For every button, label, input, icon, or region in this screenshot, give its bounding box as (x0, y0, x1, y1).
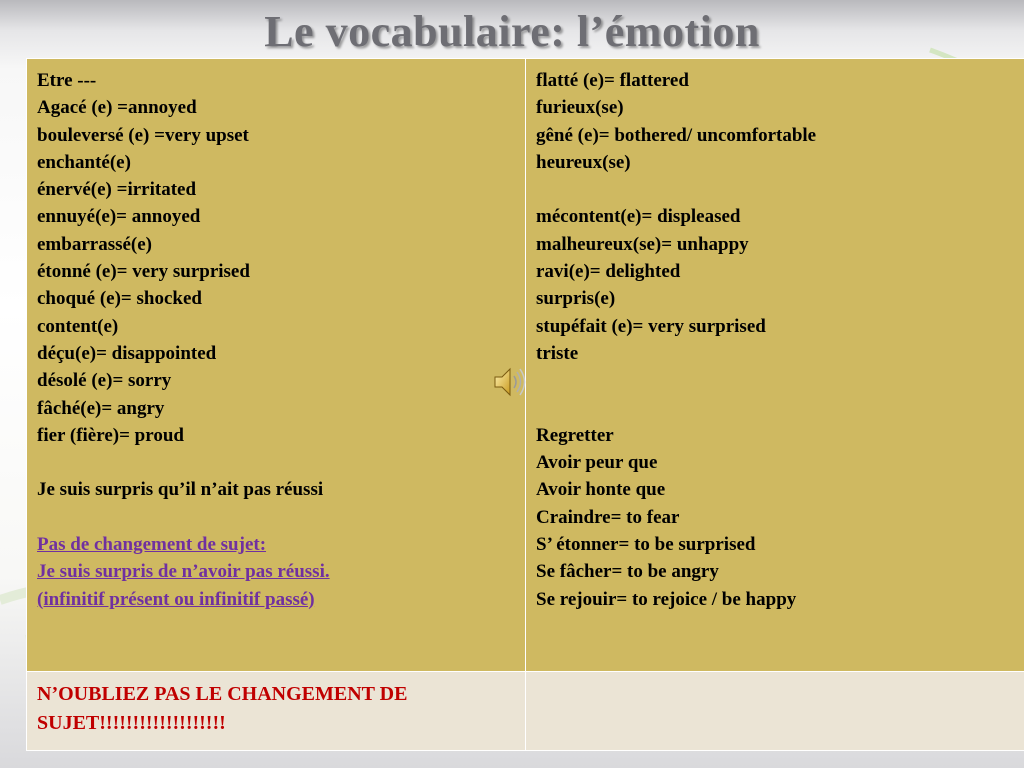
verb-line: Se rejouir= to rejoice / be happy (536, 588, 797, 610)
vocab-line: déçu(e)= disappointed (37, 342, 217, 364)
verb-line: Se fâcher= to be angry (536, 561, 719, 583)
grammar-link[interactable]: Je suis surpris de n’avoir pas réussi. (37, 561, 330, 583)
verb-line: Avoir honte que (536, 479, 666, 501)
vocabulary-table (26, 58, 1024, 751)
vocab-line: désolé (e)= sorry (37, 370, 172, 392)
vocab-line: malheureux(se)= unhappy (536, 233, 749, 255)
vocab-line: bouleversé (e) =very upset (37, 124, 249, 146)
vocab-line: enchanté(e) (37, 151, 131, 173)
vocab-line: gêné (e)= bothered/ uncomfortable (536, 124, 817, 146)
vocab-line: flatté (e)= flattered (536, 70, 689, 91)
vocab-line: heureux(se) (536, 151, 631, 173)
vocab-line: étonné (e)= very surprised (37, 261, 250, 283)
verb-line: Regretter (536, 424, 614, 446)
right-vocab-cell (526, 59, 1024, 672)
vocab-line: fier (fière)= proud (37, 424, 184, 446)
warning-cell (27, 672, 526, 751)
warning-text: N’OUBLIEZ PAS LE CHANGEMENT DE SUJET!!!!!!!!!!!!!!!!!!! (37, 683, 408, 734)
vocab-line: ennuyé(e)= annoyed (37, 206, 201, 228)
verb-line: S’ étonner= to be surprised (536, 534, 756, 556)
grammar-link[interactable]: Pas de changement de sujet: (37, 534, 267, 556)
verb-line: Craindre= to fear (536, 506, 680, 528)
vocab-line: Etre --- (37, 70, 97, 91)
left-vocab-cell (27, 59, 526, 672)
slide-title: Le vocabulaire: l’émotion (264, 7, 760, 56)
verb-line: Avoir peur que (536, 452, 658, 474)
vocab-line: Agacé (e) =annoyed (37, 97, 197, 119)
spacer (536, 367, 1014, 394)
spacer (37, 504, 515, 531)
grammar-link[interactable]: (infinitif présent ou infinitif passé) (37, 588, 315, 610)
spacer (37, 449, 515, 476)
vocab-line: ravi(e)= delighted (536, 261, 681, 283)
spacer (536, 176, 1014, 203)
vocab-line: content(e) (37, 315, 119, 337)
example-sentence: Je suis surpris qu’il n’ait pas réussi (37, 479, 324, 501)
vocab-line: fâché(e)= angry (37, 397, 165, 419)
vocab-line: surpris(e) (536, 288, 616, 310)
empty-cell (526, 672, 1024, 751)
spacer (536, 395, 1014, 422)
vocab-line: mécontent(e)= displeased (536, 206, 741, 228)
vocab-line: furieux(se) (536, 97, 624, 119)
speaker-icon[interactable] (493, 365, 529, 399)
vocab-line: énervé(e) =irritated (37, 179, 197, 201)
vocab-line: triste (536, 342, 579, 364)
vocab-line: stupéfait (e)= very surprised (536, 315, 766, 337)
vocab-line: embarrassé(e) (37, 233, 153, 255)
vocab-line: choqué (e)= shocked (37, 288, 202, 310)
